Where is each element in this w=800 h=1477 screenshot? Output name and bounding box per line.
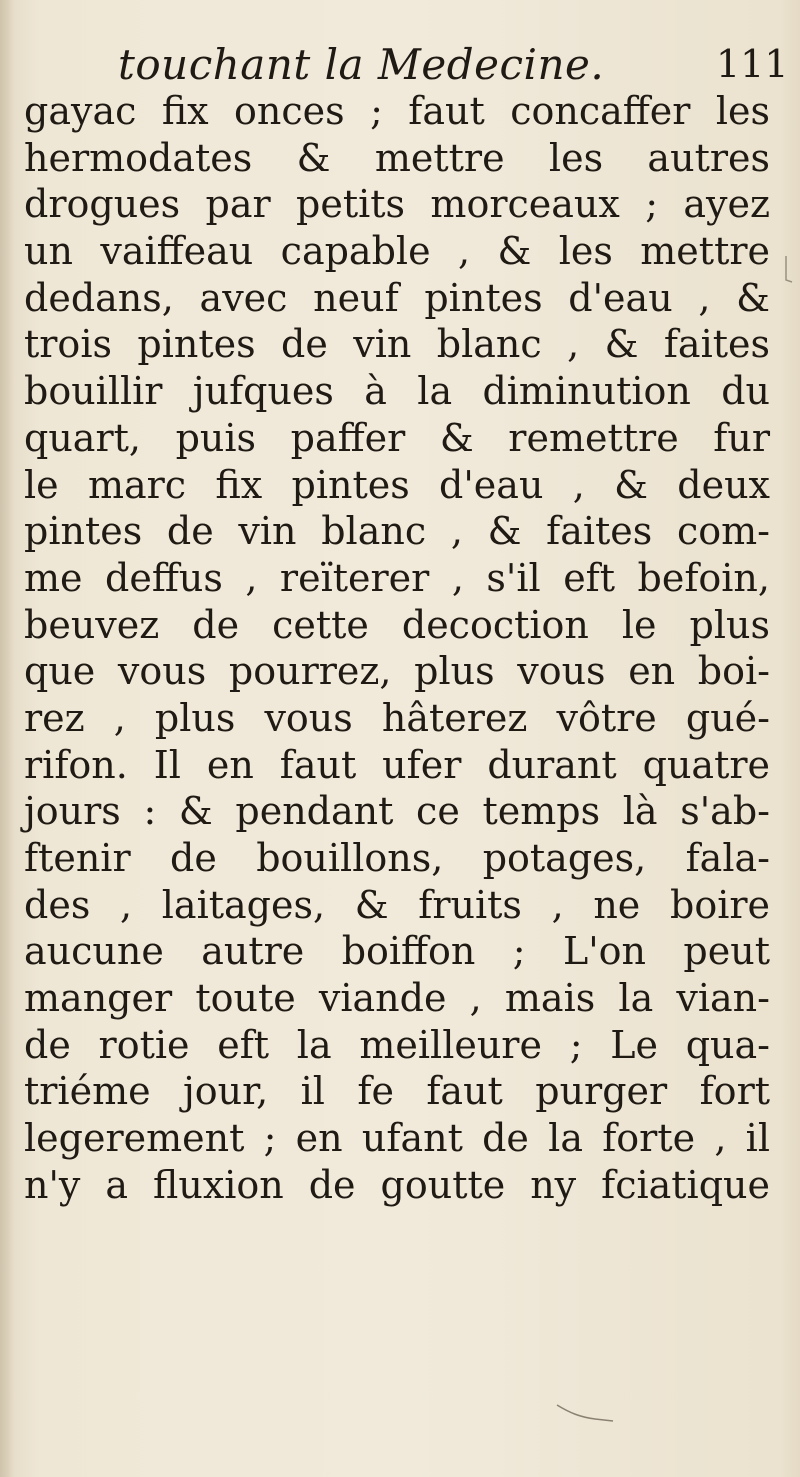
- text-line: de rotie eft la meilleure ; Le qua-: [24, 1022, 770, 1067]
- text-line: gayac fix onces ; faut concaffer les: [24, 89, 770, 133]
- text-line: un vaiffeau capable , & les mettre: [24, 229, 770, 274]
- text-line: triéme jour, il fe faut purger fort: [24, 1069, 770, 1114]
- text-line: bouillir jufques à la diminution du: [24, 369, 770, 414]
- page-header: [0, 34, 800, 89]
- text-line: legerement ; en ufant de la forte , il: [24, 1116, 770, 1161]
- text-line: quart, puis paffer & remettre fur: [24, 415, 770, 460]
- text-line: pintes de vin blanc , & faites com-: [24, 509, 770, 554]
- running-title: touchant la Medecine.: [118, 40, 605, 89]
- text-line: drogues par petits morceaux ; ayez: [24, 182, 770, 227]
- text-line: manger toute viande , mais la vian-: [24, 976, 770, 1021]
- margin-mark: [782, 250, 794, 290]
- text-line: des , laitages, & fruits , ne boire: [24, 882, 770, 927]
- text-line: ftenir de bouillons, potages, fala-: [24, 836, 770, 880]
- ink-squiggle-mark: [555, 1395, 615, 1425]
- gutter-shadow: [0, 0, 14, 1477]
- text-line: que vous pourrez, plus vous en boi-: [24, 649, 770, 694]
- text-line: aucune autre boiffon ; L'on peut: [24, 929, 770, 974]
- text-line: jours : & pendant ce temps là s'ab-: [24, 789, 770, 834]
- page-number: 111: [716, 42, 789, 86]
- text-line: rifon. Il en faut ufer durant quatre: [24, 742, 770, 787]
- text-line: hermodates & mettre les autres: [24, 135, 770, 180]
- text-line: le marc fix pintes d'eau , & deux: [24, 462, 770, 507]
- text-line: me deffus , reïterer , s'il eft befoin,: [24, 555, 770, 600]
- text-line: dedans, avec neuf pintes d'eau , &: [24, 275, 770, 320]
- text-line: trois pintes de vin blanc , & faites: [24, 322, 770, 367]
- text-line: beuvez de cette decoction le plus: [24, 602, 770, 647]
- body-text: [24, 88, 774, 1209]
- text-line: n'y a fluxion de goutte ny fciatique: [24, 1162, 770, 1207]
- text-line: rez , plus vous hâterez vôtre gué-: [24, 695, 770, 740]
